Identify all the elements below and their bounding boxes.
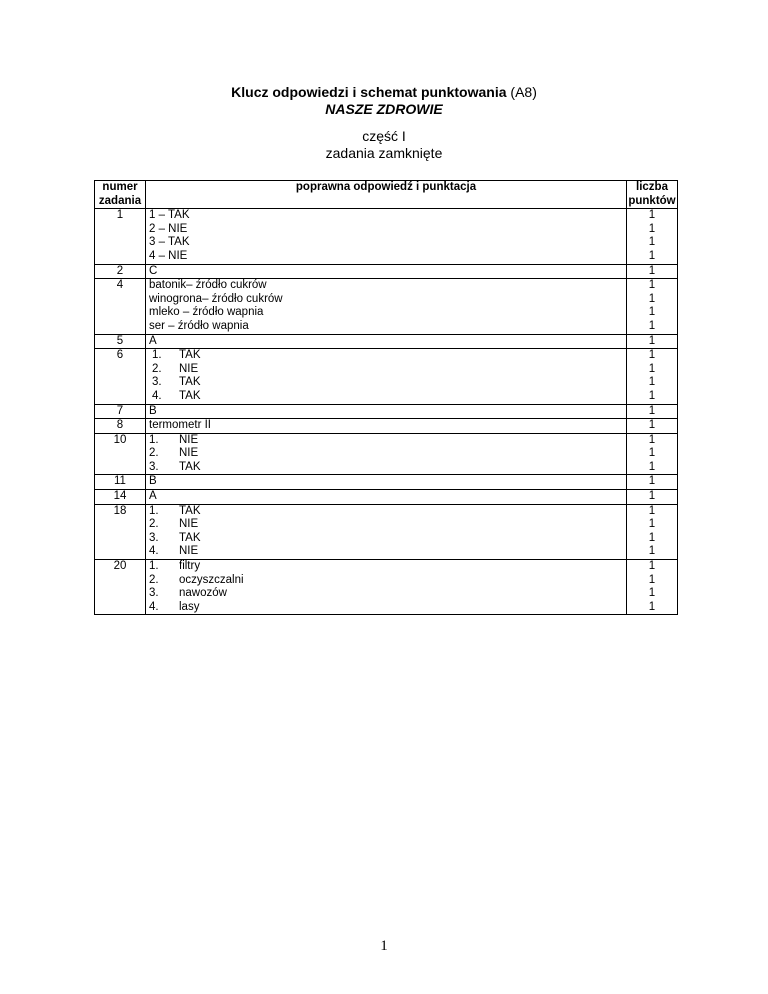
document-subtitle: NASZE ZDROWIE xyxy=(325,101,443,117)
column-header-task-number xyxy=(95,181,146,209)
table-row xyxy=(95,334,678,349)
points-value: 1 xyxy=(648,209,656,222)
answer-line: B xyxy=(149,404,157,417)
points-value: 1 xyxy=(648,306,656,319)
answer-cell xyxy=(146,349,627,404)
answer-line: 2 – NIE xyxy=(149,222,188,235)
page-number: 1 xyxy=(380,938,388,954)
points-value: 1 xyxy=(648,447,656,460)
points-value: 1 xyxy=(648,531,656,544)
answer-item-text: TAK xyxy=(179,504,201,517)
task-number-cell xyxy=(95,433,146,475)
answer-line: B xyxy=(149,475,157,488)
points-value: 1 xyxy=(648,249,656,262)
answer-line xyxy=(149,505,626,519)
answer-item-text: NIE xyxy=(179,518,199,531)
answer-line: A xyxy=(149,490,157,503)
answer-cell xyxy=(146,404,627,419)
task-number: 7 xyxy=(116,404,124,417)
answer-item-number: 2. xyxy=(149,447,159,460)
answer-line: A xyxy=(149,334,157,347)
points-value: 1 xyxy=(648,600,656,613)
answer-cell xyxy=(146,490,627,505)
points-value: 1 xyxy=(648,433,656,446)
answer-line: mleko – źródło wapnia xyxy=(149,306,264,319)
answer-item-number: 2. xyxy=(149,518,159,531)
points-cell xyxy=(627,475,678,490)
task-number-cell xyxy=(95,349,146,404)
task-number-cell xyxy=(95,404,146,419)
task-number-cell xyxy=(95,279,146,334)
column-header-points xyxy=(627,181,678,209)
answer-cell xyxy=(146,209,627,264)
points-value: 1 xyxy=(648,460,656,473)
task-number: 2 xyxy=(116,264,124,277)
answer-item-number: 2. xyxy=(149,573,159,586)
answer-line: batonik– źródło cukrów xyxy=(149,279,267,292)
points-cell xyxy=(627,419,678,434)
table-row xyxy=(95,560,678,615)
answer-item-text: oczyszczalni xyxy=(179,573,244,586)
answer-item-text: TAK xyxy=(179,389,201,402)
task-number-cell xyxy=(95,560,146,615)
answer-cell xyxy=(146,560,627,615)
column-header-answer: poprawna odpowiedź i punktacja xyxy=(146,181,627,209)
answer-item-number: 3. xyxy=(149,587,159,600)
points-value: 1 xyxy=(648,545,656,558)
answer-item-text: NIE xyxy=(179,433,199,446)
answer-line xyxy=(149,518,626,532)
answer-line xyxy=(149,363,626,377)
table-row xyxy=(95,504,678,559)
task-number: 6 xyxy=(116,349,124,362)
answer-cell xyxy=(146,433,627,475)
answer-item-number: 3. xyxy=(149,531,159,544)
column-header-line: numer xyxy=(102,181,138,193)
task-number: 11 xyxy=(114,475,126,488)
answer-line xyxy=(149,376,626,390)
points-value: 1 xyxy=(648,404,656,417)
answer-line xyxy=(149,574,626,588)
answer-line: C xyxy=(149,264,158,277)
points-value: 1 xyxy=(648,587,656,600)
part-label: część I xyxy=(362,128,406,144)
points-cell xyxy=(627,334,678,349)
points-value: 1 xyxy=(648,222,656,235)
answer-line: winogrona– źródło cukrów xyxy=(149,292,283,305)
points-cell xyxy=(627,279,678,334)
points-value: 1 xyxy=(648,419,656,432)
points-cell xyxy=(627,264,678,279)
points-value: 1 xyxy=(648,279,656,292)
answer-line xyxy=(149,461,626,475)
answer-line: 3 – TAK xyxy=(149,236,190,249)
answer-item-text: TAK xyxy=(179,376,201,389)
answer-cell xyxy=(146,475,627,490)
points-value: 1 xyxy=(648,236,656,249)
answer-line xyxy=(149,601,626,615)
column-header-line: liczba xyxy=(636,181,668,193)
task-number-cell xyxy=(95,334,146,349)
answer-item-number: 4. xyxy=(152,389,162,402)
answer-item-number: 4. xyxy=(149,600,159,613)
answer-cell xyxy=(146,334,627,349)
answer-line xyxy=(149,532,626,546)
points-cell xyxy=(627,433,678,475)
answer-item-text: TAK xyxy=(179,349,201,362)
points-cell xyxy=(627,349,678,404)
table-row xyxy=(95,209,678,264)
answer-item-text: NIE xyxy=(179,447,199,460)
answer-item-number: 1. xyxy=(149,560,159,573)
answer-item-number: 3. xyxy=(149,460,159,473)
points-value: 1 xyxy=(648,334,656,347)
answer-item-text: NIE xyxy=(179,545,199,558)
points-value: 1 xyxy=(648,376,656,389)
part-description: zadania zamknięte xyxy=(325,145,443,161)
answer-item-text: lasy xyxy=(179,600,200,613)
points-value: 1 xyxy=(648,504,656,517)
column-header-line: punktów xyxy=(628,194,676,207)
column-header-line: zadania xyxy=(98,194,142,207)
points-value: 1 xyxy=(648,518,656,531)
points-value: 1 xyxy=(648,573,656,586)
points-value: 1 xyxy=(648,560,656,573)
answer-item-number: 1. xyxy=(149,433,159,446)
answer-item-text: nawozów xyxy=(179,587,227,600)
task-number: 4 xyxy=(116,279,124,292)
points-cell xyxy=(627,560,678,615)
points-value: 1 xyxy=(648,475,656,488)
points-value: 1 xyxy=(648,349,656,362)
task-number: 5 xyxy=(116,334,124,347)
document-title xyxy=(0,84,768,101)
points-value: 1 xyxy=(648,389,656,402)
answer-line: termometr II xyxy=(149,419,211,432)
answer-line xyxy=(149,545,626,559)
points-cell xyxy=(627,504,678,559)
answer-cell xyxy=(146,264,627,279)
task-number-cell xyxy=(95,475,146,490)
answer-line: 1 – TAK xyxy=(149,209,190,222)
table-row xyxy=(95,279,678,334)
points-cell xyxy=(627,490,678,505)
task-number: 8 xyxy=(116,419,124,432)
answer-line xyxy=(149,349,626,363)
answer-item-text: filtry xyxy=(179,560,201,573)
table-row xyxy=(95,419,678,434)
answer-line xyxy=(149,560,626,574)
task-number: 14 xyxy=(113,490,127,503)
table-row xyxy=(95,264,678,279)
answer-item-number: 3. xyxy=(152,376,162,389)
task-number: 20 xyxy=(113,560,127,573)
answer-line xyxy=(149,587,626,601)
answer-key-table xyxy=(94,180,678,615)
points-cell xyxy=(627,209,678,264)
answer-item-text: TAK xyxy=(179,460,201,473)
table-header-row xyxy=(95,181,678,209)
answer-line: ser – źródło wapnia xyxy=(149,319,249,332)
task-number: 10 xyxy=(113,433,127,446)
table-row xyxy=(95,490,678,505)
answer-item-text: TAK xyxy=(179,531,201,544)
answer-item-number: 1. xyxy=(149,504,159,517)
table-row xyxy=(95,475,678,490)
table-row xyxy=(95,433,678,475)
points-value: 1 xyxy=(648,292,656,305)
answer-line xyxy=(149,447,626,461)
title-code: (A8) xyxy=(510,84,537,100)
task-number-cell xyxy=(95,504,146,559)
answer-item-number: 1. xyxy=(152,349,162,362)
task-number: 1 xyxy=(116,209,124,222)
points-value: 1 xyxy=(648,362,656,375)
points-cell xyxy=(627,404,678,419)
answer-cell xyxy=(146,504,627,559)
answer-item-number: 4. xyxy=(149,545,159,558)
task-number-cell xyxy=(95,490,146,505)
document-header xyxy=(0,84,768,162)
title-text: Klucz odpowiedzi i schemat punktowania xyxy=(231,84,507,100)
points-value: 1 xyxy=(648,264,656,277)
table-row xyxy=(95,404,678,419)
answer-item-text: NIE xyxy=(179,362,199,375)
answer-cell xyxy=(146,419,627,434)
answer-cell xyxy=(146,279,627,334)
answer-line xyxy=(149,390,626,404)
table-row xyxy=(95,349,678,404)
answer-item-number: 2. xyxy=(152,362,162,375)
points-value: 1 xyxy=(648,319,656,332)
task-number-cell xyxy=(95,209,146,264)
task-number-cell xyxy=(95,264,146,279)
points-value: 1 xyxy=(648,490,656,503)
answer-line: 4 – NIE xyxy=(149,249,188,262)
task-number: 18 xyxy=(113,504,127,517)
task-number-cell xyxy=(95,419,146,434)
table-body xyxy=(95,209,678,615)
answer-line xyxy=(149,434,626,448)
